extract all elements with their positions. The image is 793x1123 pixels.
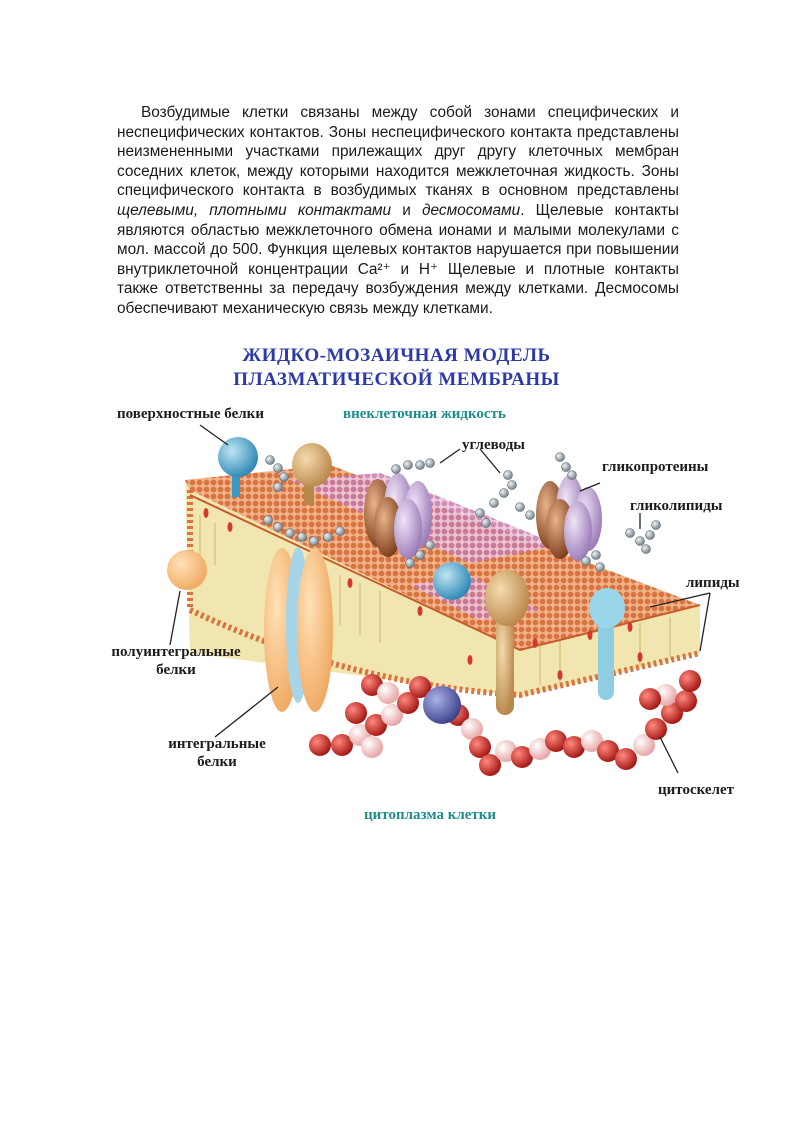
- label-surface-proteins: поверхностные белки: [117, 406, 264, 422]
- label-integral-line-1: интегральные: [168, 736, 266, 752]
- italic-term-desmosomes: десмосомами: [422, 201, 521, 219]
- figure-title-line-1: ЖИДКО-МОЗАИЧНАЯ МОДЕЛЬ: [242, 345, 551, 366]
- semi-integral-protein: [167, 550, 207, 590]
- label-integral-proteins: [152, 735, 282, 771]
- label-extracellular-fluid: внеклеточная жидкость: [343, 406, 506, 422]
- peripheral-protein-blue: [433, 562, 471, 600]
- peripheral-protein-navy: [423, 686, 461, 724]
- label-glycoproteins: гликопротеины: [602, 459, 709, 475]
- label-lipids: липиды: [686, 575, 740, 591]
- label-semi-integral-line-1: полуинтегральные: [111, 644, 241, 660]
- paragraph-part-1: Возбудимые клетки связаны между собой зонами специфических и неспецифических контактов. Зоны неспецифического контакта представлены неизмененными участками прилежащих друг другу клеточных мембран соседних клеток, между которыми находится межклеточная жидкость. Зоны специфического контакта в возбудимых тканях в основном представлены: [117, 104, 679, 200]
- body-paragraph: [117, 103, 679, 319]
- paragraph-text: [117, 103, 679, 319]
- label-semi-integral-line-2: белки: [156, 662, 196, 678]
- label-semi-integral-proteins: [96, 643, 256, 679]
- label-cytoplasm: цитоплазма клетки: [364, 807, 497, 823]
- figure-title: [150, 344, 643, 392]
- label-cytoskeleton: цитоскелет: [658, 782, 734, 798]
- paragraph-part-2: и: [391, 201, 423, 219]
- label-carbohydrates: углеводы: [462, 437, 525, 453]
- integral-protein: [264, 547, 333, 712]
- label-integral-line-2: белки: [197, 754, 237, 770]
- label-glycolipids: гликолипиды: [630, 498, 723, 514]
- paragraph-part-3: . Щелевые контакты являются областью межклеточного обмена ионами и малыми молекулами с мол. массой до 500. Функция щелевых контактов нарушается при повышении внутриклеточной концентрации Ca²⁺ и H⁺ Щелевые и плотные контакты также ответственны за передачу возбуждения между клетками. Десмосомы обеспечивают механическую связь между клетками.: [117, 201, 679, 317]
- figure-title-line-2: ПЛАЗМАТИЧЕСКОЙ МЕМБРАНЫ: [233, 369, 560, 390]
- italic-term-contacts: щелевыми, плотными контактами: [117, 201, 392, 219]
